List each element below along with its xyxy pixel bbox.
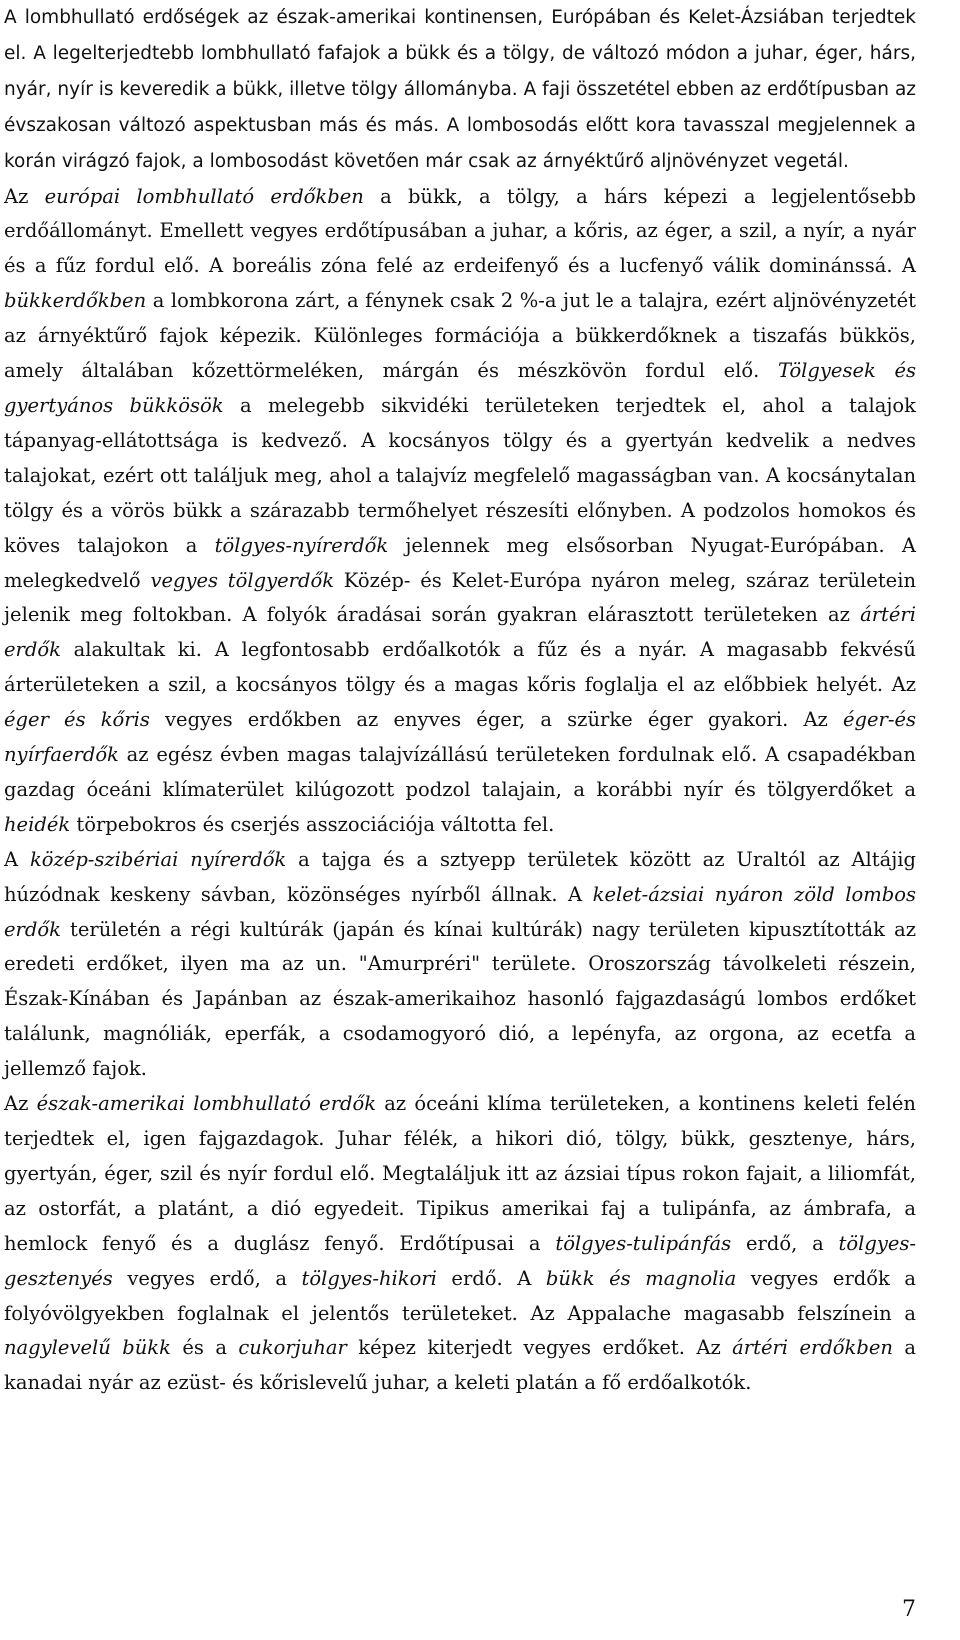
text-segment: vegyes erdők a folyóvölgyekben foglalnak el jelentős területeket. Az Appalache magasabb felszínein a xyxy=(4,1266,916,1325)
italic-term: tölgyes-gesztenyés xyxy=(4,1231,916,1290)
text-segment: Az xyxy=(4,184,45,208)
text-segment: jelennek meg elsősorban Nyugat-Európában. A melegkedvelő xyxy=(4,533,916,592)
italic-term: tölgyes-nyírerdők xyxy=(214,533,389,557)
italic-term: vegyes tölgyerdők xyxy=(150,568,335,592)
text-segment: Közép- és Kelet-Európa nyáron meleg, száraz területein jelenik meg foltokban. A folyók áradásai során gyakran elárasztott területeken az xyxy=(4,568,917,627)
text-segment: területén a régi kultúrák (japán és kínai kultúrák) nagy területen kipusztították az eredeti erdőket, ilyen ma az un. "Amurpréri" területe. Oroszország távolkeleti részein, Észak-Kínában és Japánban az észak-amerikaihoz hasonló fajgazdaságú lombos erdőket találunk, magnóliák, eperfák, a csodamogyoró dió, a lepényfa, az orgona, az ecetfa a jellemző fajok. xyxy=(4,917,916,1081)
italic-term: kelet-ázsiai nyáron zöld lombos erdők xyxy=(4,882,916,941)
italic-term: cukorjuhar xyxy=(238,1336,347,1360)
italic-term: ártéri erdők xyxy=(4,603,916,662)
text-segment: vegyes erdőkben az enyves éger, a szürke éger gyakori. Az xyxy=(149,708,843,732)
text-segment: vegyes erdő, a xyxy=(112,1266,302,1290)
paragraph-3 xyxy=(4,843,916,1087)
italic-term: európai lombhullató erdőkben xyxy=(44,184,364,208)
text-segment: a tajga és a sztyepp területek között az Uraltól az Altájig húzódnak keskeny sávban, közönséges nyírből állnak. A xyxy=(4,847,917,906)
text-segment: a bükk, a tölgy, a hárs képezi a legjelentősebb erdőállományt. Emellett vegyes erdőtípusában a juhar, a kőris, az éger, a szil, a nyír, a nyár és a fűz fordul elő. A boreális zóna felé az erdeifenyő és a lucfenyő válik dominánssá. A xyxy=(4,184,916,278)
text-segment: és a xyxy=(170,1336,239,1360)
text-segment: Az xyxy=(4,1092,37,1116)
text-segment: a kanadai nyár az ezüst- és kőrislevelű juhar, a keleti platán a fő erdőalkotók. xyxy=(4,1336,917,1395)
text-segment: erdő, a xyxy=(731,1231,839,1255)
italic-term: tölgyes-tulipánfás xyxy=(555,1231,732,1255)
italic-term: bükkerdőkben xyxy=(4,289,147,313)
italic-term: bükk és magnolia xyxy=(545,1266,737,1290)
italic-term: nagylevelű bükk xyxy=(4,1336,171,1360)
italic-term: ártéri erdőkben xyxy=(732,1336,893,1360)
text-segment: erdő. A xyxy=(436,1266,546,1290)
italic-term: tölgyes-hikori xyxy=(301,1266,437,1290)
italic-term: Tölgyesek és gyertyános bükkösök xyxy=(4,359,917,417)
italic-term: közép-szibériai nyírerdők xyxy=(29,847,287,871)
text-segment: A xyxy=(4,847,30,871)
text-segment: képez kiterjedt vegyes erdőket. Az xyxy=(346,1336,733,1360)
paragraph-4 xyxy=(4,1087,916,1401)
text-segment: a lombkorona zárt, a fénynek csak 2 %-a jut le a talajra, ezért aljnövényzetét az árnyéktűrő fajok képezik. Különleges formációja a bükkerdőknek a tiszafás bükkös, amely általában kőzettörmeléken, márgán és mészkövön fordul elő. xyxy=(4,289,916,383)
italic-term: éger és kőris xyxy=(4,708,150,732)
italic-term: heidék xyxy=(4,812,71,836)
italic-term: észak-amerikai lombhullató erdők xyxy=(36,1092,377,1116)
paragraph-1-text: A lombhullató erdőségek az észak-amerikai kontinensen, Európában és Kelet-Ázsiában terjedtek el. A legelterjedtebb lombhullató fafajok a bükk és a tölgy, de változó módon a juhar, éger, hárs, nyár, nyír is keveredik a bükk, illetve tölgy állományba. A faji összetétel ebben az erdőtípusban az évszakosan változó aspektusban más és más. A lombosodás előtt kora tavasszal megjelennek a korán virágzó fajok, a lombosodást követően már csak az árnyéktűrő aljnövényzet vegetál. xyxy=(4,7,916,172)
italic-term: éger-és nyírfaerdők xyxy=(4,708,916,767)
page-number: 7 xyxy=(902,1597,916,1622)
text-body xyxy=(4,0,916,1401)
paragraph-2 xyxy=(4,180,916,843)
text-segment: alakultak ki. A legfontosabb erdőalkotók a fűz és a nyár. A magasabb fekvésű árterületeken a szil, a kocsányos tölgy és a magas kőris foglalja el az előbbiek helyét. Az xyxy=(4,638,916,697)
text-segment: az óceáni klíma területeken, a kontinens keleti felén terjedtek el, igen fajgazdagok. Juhar félék, a hikori dió, tölgy, bükk, gesztenye, hárs, gyertyán, éger, szil és nyír fordul elő. Megtaláljuk itt az ázsiai típus rokon fajait, a liliomfát, az ostorfát, a platánt, a dió egyedeit. Tipikus amerikai faj a tulipánfa, az ámbrafa, a hemlock fenyő és a duglász fenyő. Erdőtípusai a xyxy=(4,1092,916,1255)
paragraph-1 xyxy=(4,0,916,180)
text-segment: az egész évben magas talajvízállású területeken fordulnak elő. A csapadékban gazdag óceáni klímaterület kilúgozott podzol talajain, a korábbi nyír és tölgyerdőket a xyxy=(4,743,916,801)
text-segment: a melegebb sikvidéki területeken terjedtek el, ahol a talajok tápanyag-ellátottsága is kedvező. A kocsányos tölgy és a gyertyán kedvelik a nedves talajokat, ezért ott találjuk meg, ahol a talajvíz megfelelő magasságban van. A kocsánytalan tölgy és a vörös bükk a szárazabb termőhelyet részesíti előnyben. A podzolos homokos és köves talajokon a xyxy=(4,393,916,557)
text-segment: törpebokros és cserjés asszociációja váltotta fel. xyxy=(70,812,555,836)
